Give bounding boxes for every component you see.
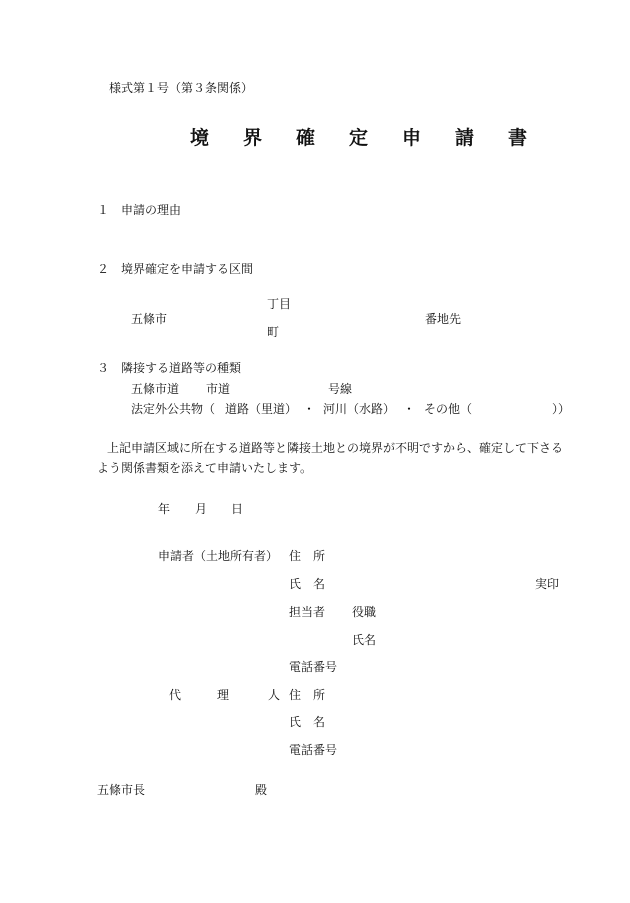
other-option: その他（ bbox=[424, 402, 473, 416]
contact-person-label: 担当者 bbox=[289, 605, 326, 619]
agent-name-label: 氏 名 bbox=[289, 715, 326, 729]
separator-dot-2: ・ bbox=[403, 402, 416, 416]
form-number: 様式第１号（第３条関係） bbox=[109, 81, 254, 95]
date-day: 日 bbox=[231, 502, 244, 516]
river-option: 河川（水路） bbox=[323, 402, 396, 416]
agent-address-label: 住 所 bbox=[289, 688, 326, 702]
agent-label-2: 理 bbox=[217, 688, 230, 702]
separator-dot-1: ・ bbox=[303, 402, 316, 416]
gousen-label: 号線 bbox=[328, 382, 353, 396]
shidou-label: 市道 bbox=[206, 382, 231, 396]
location-chome: 丁目 bbox=[267, 297, 292, 311]
applicant-address-label: 住 所 bbox=[289, 549, 326, 563]
hoteigai-label: 法定外公共物（ bbox=[131, 402, 216, 416]
applicant-phone-label: 電話番号 bbox=[289, 660, 338, 674]
section-3-heading: ３ 隣接する道路等の種類 bbox=[97, 361, 242, 375]
closing-paren: ）） bbox=[552, 402, 571, 416]
city-road-label: 五條市道 bbox=[131, 382, 180, 396]
statement-line-2: よう関係書類を添えて申請いたします。 bbox=[97, 461, 313, 475]
section-2-heading: ２ 境界確定を申請する区間 bbox=[97, 262, 254, 276]
mayor-label: 五條市長 bbox=[97, 783, 146, 797]
date-year: 年 bbox=[158, 502, 171, 516]
position-label: 役職 bbox=[352, 605, 377, 619]
seal-label: 実印 bbox=[535, 577, 560, 591]
date-month: 月 bbox=[195, 502, 208, 516]
location-banchi: 番地先 bbox=[425, 312, 462, 326]
contact-name-label: 氏名 bbox=[352, 633, 377, 647]
section-1-heading: １ 申請の理由 bbox=[97, 203, 182, 217]
agent-label-3: 人 bbox=[268, 688, 281, 702]
applicant-label: 申請者（土地所有者） bbox=[158, 549, 279, 563]
agent-label-1: 代 bbox=[169, 688, 182, 702]
location-machi: 町 bbox=[267, 325, 280, 339]
location-city: 五條市 bbox=[131, 312, 168, 326]
agent-phone-label: 電話番号 bbox=[289, 743, 338, 757]
statement-line-1: 上記申請区域に所在する道路等と隣接土地との境界が不明ですから、確定して下さる bbox=[107, 441, 564, 455]
applicant-name-label: 氏 名 bbox=[289, 577, 326, 591]
road-option: 道路（里道） bbox=[225, 402, 298, 416]
page-title: 境界確定申請書 bbox=[190, 127, 562, 149]
dono-label: 殿 bbox=[255, 783, 268, 797]
